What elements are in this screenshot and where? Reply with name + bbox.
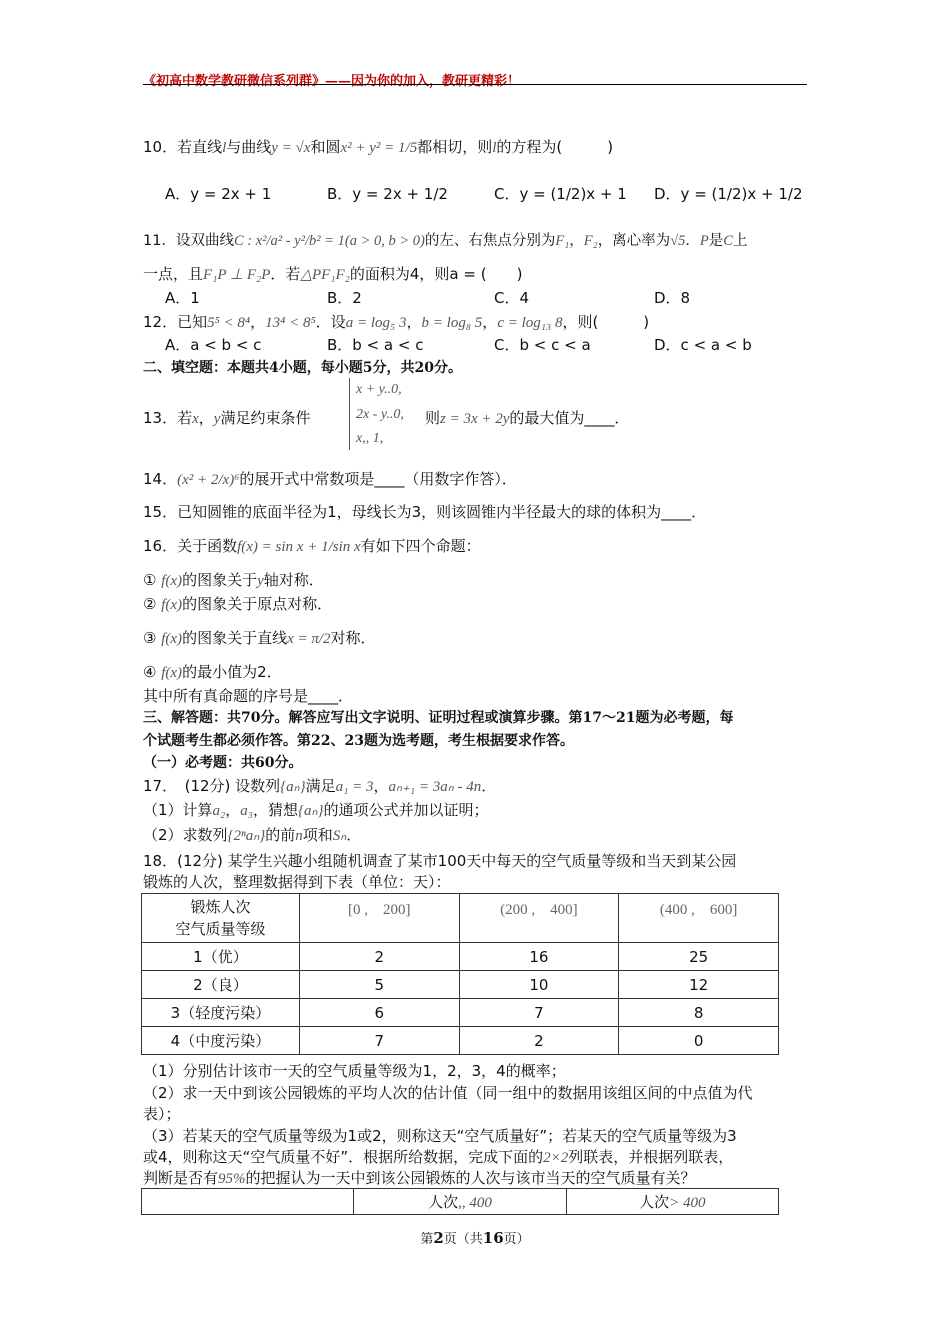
- q18-ct-col-2: [566, 1189, 778, 1215]
- footer-page: 2: [433, 1229, 444, 1247]
- q11-option-d: D．8: [654, 289, 691, 307]
- q18-part3a: （3）若某天的空气质量等级为1或2，则称这天“空气质量好”；若某天的空气质量等级为3: [143, 1127, 737, 1145]
- q17-p2-lead: （2）求数列: [143, 826, 228, 844]
- q11-option-a: A．1: [165, 289, 200, 307]
- q18-part3b: [143, 1146, 733, 1167]
- section3-heading: [143, 707, 733, 727]
- footer-b: 页（共: [443, 1232, 483, 1247]
- q12-option-a: A．a < b < c: [165, 336, 262, 354]
- q12-a: a = log₅ 3: [345, 315, 407, 331]
- q17-recurrence: aₙ₊₁ = 3aₙ - 4n: [388, 779, 482, 795]
- q16-item-3-num: ③: [143, 629, 157, 647]
- q11-text4: 是: [708, 233, 724, 249]
- q18-cell: 8: [619, 999, 779, 1027]
- q18-cell: 10: [459, 971, 619, 999]
- q10-circle: x² + y² = 1/5: [340, 140, 418, 156]
- q14-expr: (x² + 2/x)⁶: [177, 472, 240, 488]
- q17-p1-mid: ，猜想: [253, 801, 299, 819]
- q11-text5: 上: [732, 233, 748, 249]
- q18-table-col-2: (200 , 400]: [459, 894, 619, 943]
- q18-part2a: （2）求一天中到该公园锻炼的平均人次的估计值（同一组中的数据用该组区间的中点值为代: [143, 1084, 753, 1102]
- q16-item-3-pre: 的图象关于直线: [182, 629, 288, 647]
- q17-mid: 满足: [305, 777, 336, 795]
- q17-a1: a₁ = 3: [335, 779, 374, 795]
- q16-item-3: [143, 627, 376, 648]
- q13-y: y: [213, 411, 221, 427]
- q13-brace: [349, 378, 352, 450]
- q11-hyperbola: C : x²/a² - y²/b² = 1(a > 0, b > 0): [233, 233, 425, 249]
- q16-item-2-fx: f(x): [161, 597, 183, 613]
- q18-cell: 2: [299, 943, 459, 971]
- q16-f: f(x) = sin x + 1/sin x: [237, 539, 361, 555]
- q16-item-3-fx: f(x): [161, 631, 183, 647]
- q18-line2: 锻炼的人次，整理数据得到下表（单位：天）：: [143, 873, 451, 891]
- q18-part3c-1: 判断是否有: [143, 1169, 219, 1187]
- q10-option-d: D．y = (1/2)x + 1/2: [654, 185, 803, 203]
- q17-p2-mid: 的前: [265, 826, 296, 844]
- q11-line2: [143, 263, 522, 284]
- q13-then: 则: [425, 409, 441, 427]
- q12-b: b = log₈ 5: [421, 315, 483, 331]
- q18-part3b-2: 列联表，并根据列联表，: [568, 1148, 734, 1166]
- q16-stem: [143, 535, 481, 556]
- q17-a2: a₂: [212, 803, 226, 819]
- q16-ask: 其中所有真命题的序号是____．: [143, 687, 354, 705]
- q14-tail: 的展开式中常数项是____（用数字作答）．: [239, 470, 517, 488]
- q18-cell: 7: [299, 1027, 459, 1055]
- q16-lead: 16．关于函数: [143, 537, 238, 555]
- q18-line1: 18．(12分) 某学生兴趣小组随机调查了某市100天中每天的空气质量等级和当天到某公园: [143, 852, 737, 870]
- q18-ct-corner: [142, 1189, 354, 1215]
- q13-x: x: [192, 411, 199, 427]
- q16-item-2-pre: 的图象关于原点对称．: [182, 595, 333, 613]
- q16-item-1-fx: f(x): [161, 573, 183, 589]
- q18-table-col-3: (400 , 600]: [619, 894, 779, 943]
- q18-part3b-1: 或4，则称这天“空气质量不好”．根据所给数据，完成下面的: [143, 1148, 544, 1166]
- q16-item-4-pre: 的最小值为2．: [182, 663, 282, 681]
- q16-tail: 有如下四个命题：: [360, 537, 481, 555]
- q14-lead: 14．: [143, 470, 178, 488]
- q11-p: P: [699, 233, 709, 249]
- q18-part3c-2: 的把握认为一天中到该公园锻炼的人次与该市当天的空气质量有关？: [245, 1169, 696, 1187]
- q16-item-2: [143, 593, 332, 614]
- q18-contingency-table: [141, 1188, 779, 1215]
- q17-stem: 17． (12分) 设数列{aₙ}满足a₁ = 3，aₙ₊₁ = 3aₙ - 4n．: [143, 777, 497, 795]
- footer-a: 第: [420, 1232, 434, 1247]
- q13-mid: 满足约束条件: [220, 409, 311, 427]
- q11-option-b: B．2: [327, 289, 362, 307]
- q18-table: [141, 893, 779, 1055]
- q17-seq: {aₙ}: [280, 779, 306, 795]
- section3-title: 三、解答题：: [143, 710, 227, 726]
- q16-item-1-var: y: [257, 573, 264, 589]
- q11-ecc: √5: [670, 233, 686, 249]
- q10-option-b: B．y = 2x + 1/2: [327, 185, 448, 203]
- q11-lead: 11．设双曲线: [143, 233, 234, 249]
- q11-text8: 的面积为4，则: [349, 265, 450, 283]
- section2-heading: [143, 357, 462, 377]
- q10-tail: 都相切，则: [417, 138, 493, 156]
- q13-tail: 的最大值为____．: [509, 409, 630, 427]
- q16-item-1-post: 轴对称．: [263, 571, 324, 589]
- q18-cell: 12: [619, 971, 779, 999]
- q11-perp: F₁P ⊥ F₂P: [203, 267, 271, 283]
- q11-text1: 的左、右焦点分别为: [424, 233, 556, 249]
- q18-row-label: 2（良）: [142, 971, 300, 999]
- q18-row-label: 3（轻度污染）: [142, 999, 300, 1027]
- q12-option-c: C．b < c < a: [494, 336, 591, 354]
- q12-stem: 12．已知5⁵ < 8⁴，13⁴ < 8⁵．设a = log₅ 3，b = log₈ 5，c = log₁₃ 8，则( ): [143, 313, 650, 331]
- footer-c: 页）: [503, 1232, 530, 1247]
- q10-l: l: [222, 140, 227, 156]
- q17-n: n: [295, 828, 303, 844]
- q12-option-b: B．b < a < c: [327, 336, 424, 354]
- q16-item-1-num: ①: [143, 571, 157, 589]
- section2-desc: 本题共4小题，每小题5分，共20分。: [227, 360, 462, 376]
- q17-lead: 17． (12分) 设数列: [143, 777, 281, 795]
- q18-part3b-math: 2×2: [543, 1150, 569, 1166]
- q16-item-4-fx: f(x): [161, 665, 183, 681]
- q13-tail-line: [425, 407, 629, 428]
- q18-ct-col-1: [354, 1189, 566, 1215]
- section3-sub: （一）必考题：共60分。: [143, 755, 303, 771]
- q10-curve: y = √x: [271, 140, 311, 156]
- q17-seq2: {2ⁿaₙ}: [227, 828, 266, 844]
- q18-part3c-math: 95%: [218, 1171, 246, 1187]
- q17-part1: （1）计算a₂，a₃，猜想{aₙ}的通项公式并加以证明；: [143, 801, 489, 819]
- q10-l2: l: [492, 140, 497, 156]
- page-footer: [0, 1228, 950, 1247]
- q11-text6: 一点，且: [143, 265, 204, 283]
- q13-stem: 13．若x，y满足约束条件: [143, 409, 311, 427]
- q12-c: c = log₁₃ 8: [497, 315, 563, 331]
- q10-tail2: 的方程为( ): [496, 138, 614, 156]
- q18-cell: 6: [299, 999, 459, 1027]
- q16-item-4-num: ④: [143, 663, 157, 681]
- q13-z: z = 3x + 2y: [440, 411, 510, 427]
- q18-part2b: 表）；: [143, 1105, 181, 1123]
- q17-a3: a₃: [240, 803, 253, 819]
- q10-mid2: 和圆: [310, 138, 341, 156]
- q16-item-1: [143, 569, 324, 590]
- q15-stem: 15．已知圆锥的底面半径为1，母线长为3，则该圆锥内半径最大的球的体积为____．: [143, 503, 707, 521]
- footer-total: 16: [482, 1229, 504, 1247]
- q11-c: C: [723, 233, 733, 249]
- q13-constraint-2: 2x - y..0,: [356, 407, 404, 422]
- q13-lead: 13．若: [143, 409, 193, 427]
- q13-constraint-1: x + y..0,: [356, 382, 402, 397]
- q16-item-3-var: x = π/2: [287, 631, 331, 647]
- q13-constraint-3: x,, 1,: [356, 431, 384, 446]
- q18-part3c: [143, 1167, 696, 1188]
- q10-lead: 10．若直线: [143, 138, 223, 156]
- q18-ct-col-1-cond: ,, 400: [458, 1195, 492, 1211]
- header-title: 《初高中数学教研微信系列群》——因为你的加入，教研更精彩！: [143, 74, 521, 89]
- q18-part1: （1）分别估计该市一天的空气质量等级为1，2，3，4的概率；: [143, 1062, 566, 1080]
- q10-option-a: A．y = 2x + 1: [165, 185, 272, 203]
- q18-cell: 25: [619, 943, 779, 971]
- table-row: [142, 971, 779, 999]
- q11-triangle: △PF₁F₂: [300, 267, 350, 283]
- q17-p1-lead: （1）计算: [143, 801, 213, 819]
- q18-table-corner: [142, 894, 300, 943]
- q18-table-col-1: [0 , 200]: [299, 894, 459, 943]
- q11-text7: ．若: [270, 265, 301, 283]
- q17-p2-mid2: 项和: [302, 826, 333, 844]
- q17-sn: Sₙ: [332, 828, 347, 844]
- q11-ask: a = ( ): [449, 265, 523, 283]
- q11-text2: ，离心率为: [597, 233, 671, 249]
- q10-option-c: C．y = (1/2)x + 1: [494, 185, 627, 203]
- q12-lead: 12．已知: [143, 313, 208, 331]
- q11-f1: F₁: [555, 233, 570, 249]
- q17-p2-tail: ．: [346, 826, 362, 844]
- q17-p1-tail: 的通项公式并加以证明；: [323, 801, 489, 819]
- q18-cell: 16: [459, 943, 619, 971]
- table-row: [142, 943, 779, 971]
- section3-desc-1: 共70分。解答应写出文字说明、证明过程或演算步骤。第17～21题为必考题，每: [227, 710, 734, 726]
- q12-cond1: 5⁵ < 8⁴: [207, 315, 251, 331]
- q18-ct-col-2-label: 人次: [639, 1193, 670, 1211]
- q12-cond2: 13⁴ < 8⁵: [265, 315, 316, 331]
- q18-table-corner-2: 空气质量等级: [175, 920, 266, 938]
- table-row: [142, 999, 779, 1027]
- q16-item-2-num: ②: [143, 595, 157, 613]
- q11-option-c: C．4: [494, 289, 530, 307]
- q12-option-d: D．c < a < b: [654, 336, 752, 354]
- q17-part2: [143, 824, 361, 845]
- q16-item-4: [143, 661, 282, 682]
- q18-ct-col-1-label: 人次: [428, 1193, 459, 1211]
- q18-table-corner-1: 锻炼人次: [190, 898, 251, 916]
- table-row: [142, 1027, 779, 1055]
- q14-stem: [143, 468, 517, 489]
- q12-mid: ．设: [315, 313, 346, 331]
- section2-title: 二、填空题：: [143, 360, 227, 376]
- q11-f2: F₂: [583, 233, 598, 249]
- section3-desc-2: 个试题考生都必须作答。第22、23题为选考题，考生根据要求作答。: [143, 733, 574, 749]
- q11-line1: 11．设双曲线C : x²/a² - y²/b² = 1(a > 0, b > 0)的左、右焦点分别为F₁，F₂，离心率为√5．P是C上: [143, 233, 748, 249]
- q12-tail: ，则( ): [562, 313, 650, 331]
- header-divider: [143, 84, 807, 85]
- q16-item-1-pre: 的图象关于: [182, 571, 258, 589]
- q11-text3: ．: [685, 233, 700, 249]
- q18-row-label: 1（优）: [142, 943, 300, 971]
- q16-item-3-post: 对称．: [330, 629, 376, 647]
- q18-ct-col-2-cond: > 400: [669, 1195, 706, 1211]
- q18-cell: 7: [459, 999, 619, 1027]
- q17-seq-2: {aₙ}: [298, 803, 324, 819]
- q10-mid1: 与曲线: [226, 138, 272, 156]
- q18-cell: 0: [619, 1027, 779, 1055]
- q18-row-label: 4（中度污染）: [142, 1027, 300, 1055]
- q18-cell: 2: [459, 1027, 619, 1055]
- q10-stem: [143, 136, 613, 157]
- q18-cell: 5: [299, 971, 459, 999]
